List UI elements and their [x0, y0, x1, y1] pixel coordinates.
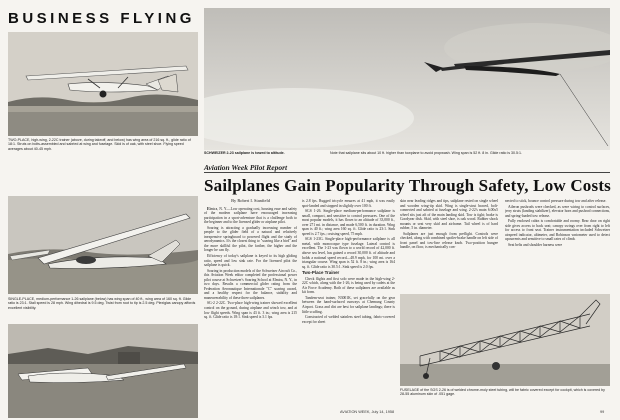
- caption-single-place: SINGLE-PLACE, medium-performance 1-26 sailplane (below) has wing span of 40 ft., wing area of 160 sq. ft. Glide ratio is 23:1. Stall speed is 28 mph. Wing dihedral is 9.5 deg. Twist from root to tip is 2.5 deg. Plexiglas canopy affords excellent visibility.: [8, 297, 196, 310]
- paragraph: SGS 1-26. Single-place medium-performance sailplane is small, compact, and sensitive to control pressures. One of the most popular models, it has flown to an altitude of 33,000 ft., over 271 mi. in distance, and made 6,500 ft. in duration. Wing span is 40 ft.; wing area 160 sq. ft. Glide ratio is 23:1. Sink speed is 2.7 fps.; cruising speed, 75 mph.: [302, 209, 395, 236]
- paragraph: Fully enclosed cabin is comfortable and roomy. Rear door on right side gives access to back seat; canopy swings over from right to left for access to front seat. Trainer instrumentation included Schweizer airspeed indicator, altimeter, and Robinson variometer used to detect upcurrents and sensitive to small rates of climb.: [505, 219, 610, 242]
- article-column-1: [204, 199, 297, 405]
- caption-trainer: TWO-PLACE, high-wing, 2-22C trainer (above, during takeoff, and below) has wing area of 216 sq. ft., glide ratio of 18:1. Struts on bolts-assembled and sabried at wing and fuselage. Skid is of oak, with steel shoe. Flying speed averages about 40-45 mph.: [8, 138, 191, 151]
- article-column-3: [400, 199, 498, 291]
- article-headline: Sailplanes Gain Popularity Through Safety, Low Costs: [204, 176, 611, 195]
- paragraph: Seat belts and shoulder harness were: [508, 242, 563, 247]
- fuselage-frame-image: [400, 294, 610, 386]
- photo-single-place-sailplane: [8, 196, 198, 294]
- footer-publication: AVIATION WEEK, July 14, 1958: [340, 410, 395, 414]
- paragraph: skin near leading ridges and tips, sailplane rested on single wheel and wooden wing-tip skid. Wing is single-strut braced, bolt-connected and sabried at fuselage and wing. 2-22's main 6.00x5 wheel sits just aft of the main landing skid. Tow is tight; brake is Goodyear disk. Skid, with steel shoe, is oak wood. Rubber shock mounts or seat very skid and airframe. Tail wheel is of hard rubber, 5 in. diameter.: [400, 199, 498, 231]
- kicker-divider: [204, 172, 610, 173]
- paragraph: Soaring in production models of the Schweizer Aircraft Co., this Aviation Week editor completed the professional power pilot course at Schweizer's Soaring School at Elmira, N. Y., in two days. Results a commercial glider rating from the Federation Aeronautique Internationale "C" soaring award, and a healthy respect for the balance, stability and maneuverability of these three sailplanes.: [204, 268, 297, 300]
- section-title: BUSINESS FLYING: [8, 10, 195, 27]
- photo-sailplane-ground-bottom: [8, 324, 198, 418]
- caption-fuselage: FUSELAGE of the SGS 2-26 is of welded chrome-moly steel tubing, will be fabric covered except for cockpit, which is covered by 28-55 aluminum skin of .051 gage.: [400, 388, 605, 397]
- article-column-4: [505, 199, 610, 291]
- paragraph: SG-2 2-22C. Two-place high-wing trainer showed excellent control on the ground, during airplane and winch tow, and at low flight speeds. Wing span is 43 ft. 3 in.; wing area is 215 sq. ft. Glide ratio is 18:1. Sink speed is 3.1 fps.: [204, 301, 297, 320]
- photo-fuselage-frame: [400, 294, 610, 386]
- article-byline: By Robert I. Stanfield: [231, 199, 270, 203]
- paragraph: SGS 1-23G. Single-place high-performance sailplane is all metal, with monocoque type fuselage. Lateral control is excellent. The 1-23 was flown to a world record of 42,000 ft. above sea level, has gained a record 30,000 ft. of altitude and holds a national speed record—48.9 mph, for 100 mi. over a triangular course. Wing span is 52 ft. 8 in.; wing area is 164 sq. ft. Glide ratio is 30.5:1. Sink speed is 2.0 fps.: [302, 237, 395, 269]
- paragraph: Efficiency of today's sailplane is keyed to its high gliding ratio, speed and low sink rate. For the licensed pilot the sailplane is quick.: [204, 254, 297, 268]
- article-column-2: [302, 199, 395, 405]
- photo-sailplane-tow: [204, 8, 610, 150]
- paragraph: Elmira, N. Y.—Low operating cost, housing ease and safety of the modern sailplane have encouraged increasing participation in a sport-adventure that is a challenge both to the beginner and to the licensed glider or airplane pilot.: [204, 206, 297, 225]
- glider-trainer-image: [8, 32, 198, 136]
- glider-1-26-image: [8, 196, 198, 294]
- paragraph: Check flights and first solo were made in the high-wing 2-22C which, along with the 1-26, is being used by cadets at the Air Force Academy. Both of these sailplanes are available as kit form.: [302, 276, 395, 295]
- paragraph: is 2.8 fps. Rugged tricycle ensures at 41 mph, it was easily spot-landed and stopped in slightly over 100 ft.: [302, 199, 395, 208]
- subhead-two-place-trainer: Two-Place Trainer: [302, 270, 340, 276]
- paragraph: Constructed of welded stainless steel tubing, fabric-covered except for sheet: [302, 315, 395, 324]
- caption-hero-note: Note that sailplane sits about 10 ft. higher than towplane to avoid propwash. Wing span is 52 ft. 8 in. Glide ratio is 30.5:1.: [330, 151, 522, 155]
- glider-ground-image: [8, 324, 198, 418]
- footer-page-number: 99: [600, 410, 605, 414]
- paragraph: Soaring is attracting a gradually increasing number of people to the glider field of a natural and relatively inexpensive springboard to powered flight and the study of aerodynamics. It's the closest thing to "soaring like a bird" and the more skillful the pilot, the farther, the higher and the longer he can fly.: [204, 225, 297, 253]
- paragraph: nected to stick, bounce control pressure during tow and after release.: [505, 199, 607, 203]
- paragraph: Aileron pushrods were checked, as were wiring to control surfaces, jerry struts (landing stabilizer), elevator horn and pushrod connections, and spring-loaded tow release.: [505, 204, 610, 218]
- sailplane-sky-image: [204, 8, 610, 150]
- caption-hero: SCHWEIZER 2-23 sailplane is towed to altitude.: [204, 151, 285, 155]
- paragraph: Sailplanes are just enough from preflight. Controls were checked, along with combined spoiler-brake handle on left side of front panel and tow-line release knob. Two-position bungee handle, on floor, is mechanically con-: [400, 231, 498, 250]
- paragraph: Tandem-seat trainer, N3001K, set gracefully on the gear between the hand-surfaced runways at Chemung County Airport. Grass and dirt are best for sailplane landings; there is little scuffing.: [302, 295, 395, 314]
- article-kicker: Aviation Week Pilot Report: [204, 163, 288, 172]
- photo-trainer-takeoff: [8, 32, 198, 136]
